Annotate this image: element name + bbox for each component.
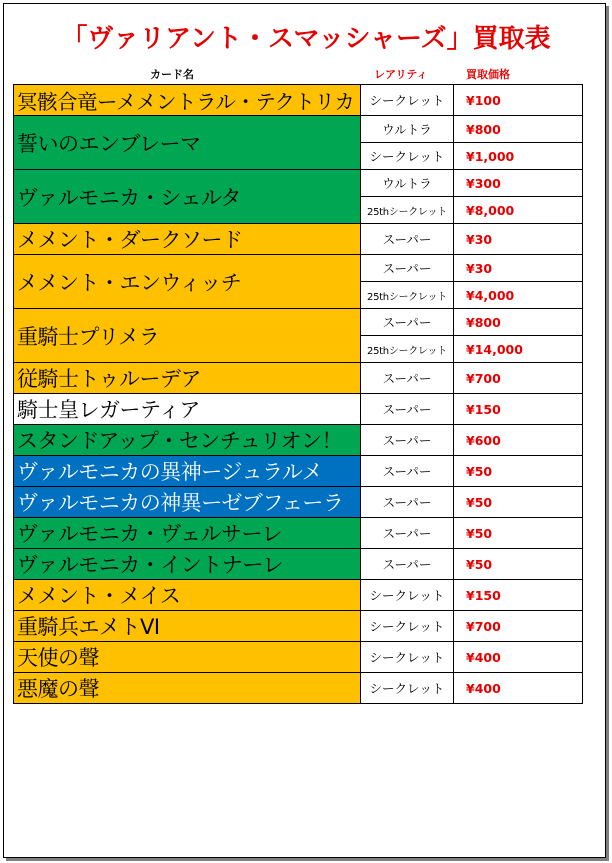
table-row xyxy=(14,394,583,425)
price-cell: ¥30 xyxy=(454,255,583,282)
rarity-cell: スーパー xyxy=(361,363,454,394)
rarity-cell: シークレット xyxy=(361,673,454,704)
table-row xyxy=(14,363,583,394)
rarity-cell: シークレット xyxy=(361,611,454,642)
card-name-cell: メメント・メイス xyxy=(14,580,361,611)
card-name-cell: 重騎士プリメラ xyxy=(14,309,361,363)
table-row xyxy=(14,642,583,673)
table-row xyxy=(14,116,583,143)
table-row xyxy=(14,170,583,197)
table-row xyxy=(14,487,583,518)
price-cell: ¥8,000 xyxy=(454,197,583,224)
price-cell: ¥30 xyxy=(454,224,583,255)
card-name-cell: スタンドアップ・センチュリオン！ xyxy=(14,425,361,456)
price-cell: ¥50 xyxy=(454,456,583,487)
card-name-cell: 従騎士トゥルーデア xyxy=(14,363,361,394)
rarity-cell: 25thシークレット xyxy=(361,197,454,224)
card-name-cell: ヴァルモニカ・シェルタ xyxy=(14,170,361,224)
price-cell: ¥50 xyxy=(454,487,583,518)
table-row xyxy=(14,549,583,580)
table-row xyxy=(14,456,583,487)
price-cell: ¥1,000 xyxy=(454,143,583,170)
price-cell: ¥4,000 xyxy=(454,282,583,309)
table-row xyxy=(14,255,583,282)
price-cell: ¥700 xyxy=(454,363,583,394)
rarity-cell: スーパー xyxy=(361,394,454,425)
table-row xyxy=(14,673,583,704)
price-cell: ¥300 xyxy=(454,170,583,197)
table-row xyxy=(14,580,583,611)
table-row xyxy=(14,425,583,456)
price-table xyxy=(13,84,583,704)
rarity-cell: ウルトラ xyxy=(361,116,454,143)
rarity-cell: ウルトラ xyxy=(361,170,454,197)
rarity-cell: スーパー xyxy=(361,549,454,580)
rarity-cell: スーパー xyxy=(361,425,454,456)
price-cell: ¥600 xyxy=(454,425,583,456)
price-cell: ¥400 xyxy=(454,642,583,673)
card-name-cell: 重騎兵エメトVI xyxy=(14,611,361,642)
card-name-cell: 誓いのエンブレーマ xyxy=(14,116,361,170)
rarity-cell: シークレット xyxy=(361,580,454,611)
price-cell: ¥400 xyxy=(454,673,583,704)
card-name-cell: ヴァルモニカ・ヴェルサーレ xyxy=(14,518,361,549)
price-cell: ¥50 xyxy=(454,549,583,580)
price-cell: ¥800 xyxy=(454,309,583,336)
rarity-cell: スーパー xyxy=(361,255,454,282)
card-name-cell: メメント・エンウィッチ xyxy=(14,255,361,309)
table-row xyxy=(14,611,583,642)
price-cell: ¥150 xyxy=(454,580,583,611)
rarity-cell: スーパー xyxy=(361,487,454,518)
rarity-cell: シークレット xyxy=(361,143,454,170)
header-card-name: カード名 xyxy=(150,68,194,81)
table-row xyxy=(14,309,583,336)
page-title: 「ヴァリアント・スマッシャーズ」買取表 xyxy=(61,24,551,54)
rarity-cell: スーパー xyxy=(361,456,454,487)
price-cell: ¥14,000 xyxy=(454,336,583,363)
card-name-cell: 騎士皇レガーティア xyxy=(14,394,361,425)
card-name-cell: ヴァルモニカの異神ージュラルメ xyxy=(14,456,361,487)
price-cell: ¥100 xyxy=(454,85,583,116)
card-name-cell: メメント・ダークソード xyxy=(14,224,361,255)
price-table-body xyxy=(14,85,583,704)
price-cell: ¥50 xyxy=(454,518,583,549)
rarity-cell: 25thシークレット xyxy=(361,282,454,309)
header-rarity: レアリティ xyxy=(374,68,428,81)
card-name-cell: 天使の聲 xyxy=(14,642,361,673)
price-cell: ¥800 xyxy=(454,116,583,143)
rarity-cell: スーパー xyxy=(361,518,454,549)
table-row xyxy=(14,518,583,549)
rarity-cell: スーパー xyxy=(361,224,454,255)
rarity-cell: 25thシークレット xyxy=(361,336,454,363)
card-name-cell: ヴァルモニカの神異ーゼブフェーラ xyxy=(14,487,361,518)
card-name-cell: ヴァルモニカ・イントナーレ xyxy=(14,549,361,580)
card-name-cell: 悪魔の聲 xyxy=(14,673,361,704)
rarity-cell: スーパー xyxy=(361,309,454,336)
price-cell: ¥150 xyxy=(454,394,583,425)
rarity-cell: シークレット xyxy=(361,642,454,673)
rarity-cell: シークレット xyxy=(361,85,454,116)
card-name-cell: 冥骸合竜ーメメントラル・テクトリカ xyxy=(14,85,361,116)
header-price: 買取価格 xyxy=(466,68,510,81)
table-row xyxy=(14,85,583,116)
table-row xyxy=(14,224,583,255)
price-cell: ¥700 xyxy=(454,611,583,642)
